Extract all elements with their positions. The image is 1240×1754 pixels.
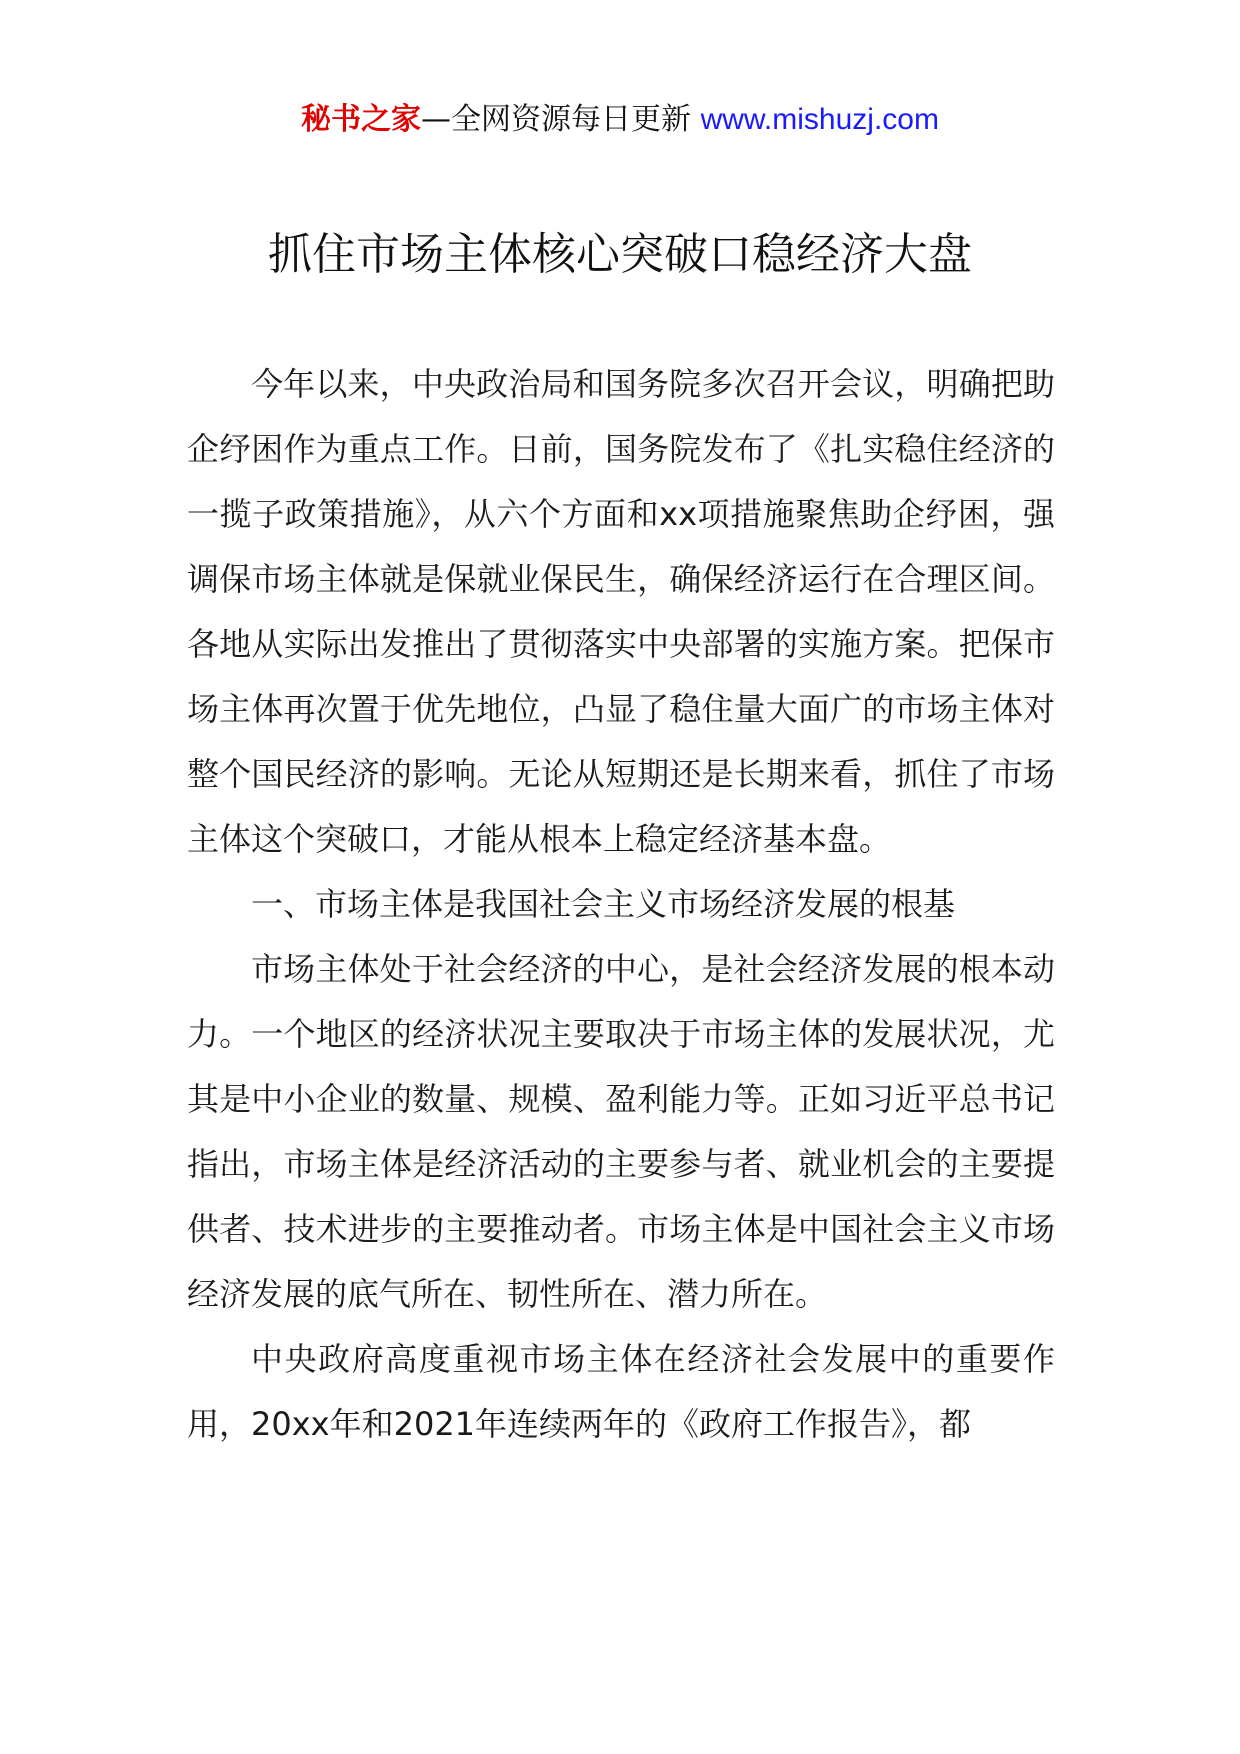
site-url-link[interactable]: www.mishuzj.com (700, 103, 939, 136)
brand-name: 秘书之家 (301, 102, 422, 137)
body-paragraph: 中央政府高度重视市场主体在经济社会发展中的重要作用，20xx年和2021年连续两年的《政府工作报告》，都 (187, 1340, 1055, 1443)
body-paragraph: 市场主体处于社会经济的中心，是社会经济发展的根本动力。一个地区的经济状况主要取决于市场主体的发展状况，尤其是中小企业的数量、规模、盈利能力等。正如习近平总书记指出，市场主体是经济活动的主要参与者、就业机会的主要提供者、技术进步的主要推动者。市场主体是中国社会主义市场经济发展的底气所在、韧性所在、潜力所在。 (187, 950, 1055, 1313)
section-heading: 一、市场主体是我国社会主义市场经济发展的根基 (251, 885, 956, 923)
site-header (0, 100, 1240, 140)
body-paragraph: 今年以来，中央政治局和国务院多次召开会议，明确把助企纾困作为重点工作。日前，国务院发布了《扎实稳住经济的一揽子政策措施》，从六个方面和xx项措施聚焦助企纾困，强调保市场主体就是保就业保民生，确保经济运行在合理区间。各地从实际出发推出了贯彻落实中央部署的实施方案。把保市场主体再次置于优先地位，凸显了稳住量大面广的市场主体对整个国民经济的影响。无论从短期还是长期来看，抓住了市场主体这个突破口，才能从根本上稳定经济基本盘。 (187, 365, 1055, 858)
document-title: 抓住市场主体核心突破口稳经济大盘 (268, 229, 972, 280)
document-body (187, 352, 1055, 1457)
site-slogan: —全网资源每日更新 (421, 102, 692, 137)
